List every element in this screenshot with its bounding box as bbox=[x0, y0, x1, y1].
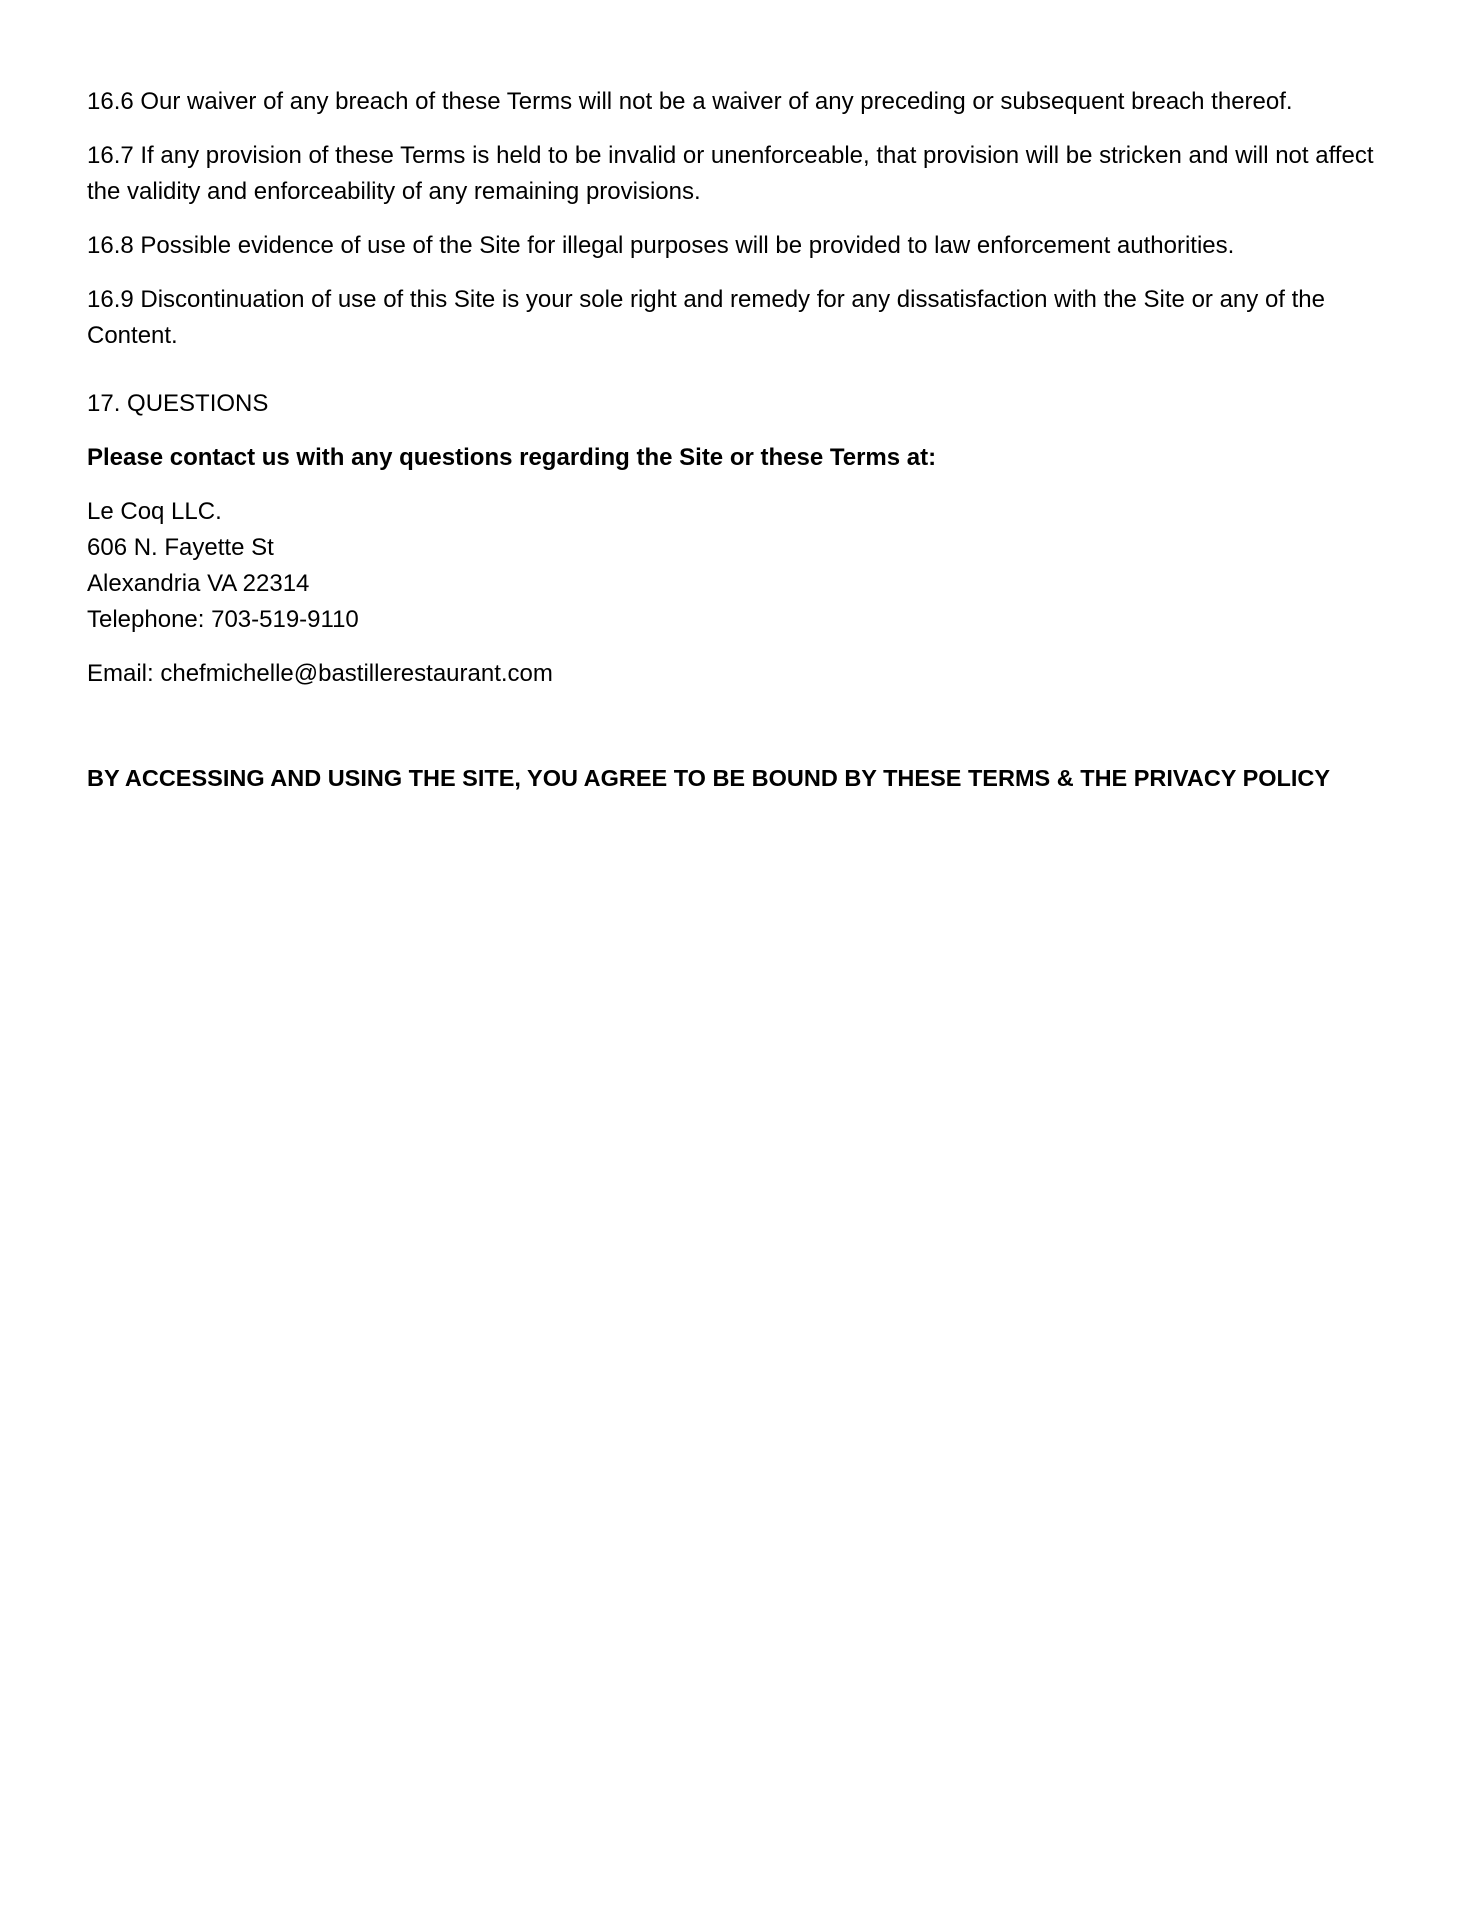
clause-16-6: 16.6 Our waiver of any breach of these Terms will not be a waiver of any preceding or subsequent breach thereof. bbox=[87, 88, 1293, 115]
address-telephone: Telephone: 703-519-9110 bbox=[87, 606, 359, 633]
contact-email: Email: chefmichelle@bastillerestaurant.com bbox=[87, 660, 553, 687]
clause-16-7: 16.7 If any provision of these Terms is held to be invalid or unenforceable, that provision will be stricken and will not affect the validity and enforceability of any remaining provisions. bbox=[87, 142, 1374, 205]
contact-intro: Please contact us with any questions regarding the Site or these Terms at: bbox=[87, 444, 937, 471]
address-street: 606 N. Fayette St bbox=[87, 534, 274, 561]
address-company: Le Coq LLC. bbox=[87, 498, 222, 525]
closing-statement: BY ACCESSING AND USING THE SITE, YOU AGREE TO BE BOUND BY THESE TERMS & THE PRIVACY POLICY bbox=[87, 765, 1331, 791]
clause-16-9: 16.9 Discontinuation of use of this Site is your sole right and remedy for any dissatisfaction with the Site or any of the Content. bbox=[87, 286, 1325, 349]
clause-16-8: 16.8 Possible evidence of use of the Site for illegal purposes will be provided to law enforcement authorities. bbox=[87, 232, 1235, 259]
section-17-heading: 17. QUESTIONS bbox=[87, 390, 269, 417]
address-city: Alexandria VA 22314 bbox=[87, 570, 310, 597]
document-body bbox=[87, 84, 1407, 820]
contact-address bbox=[87, 494, 1407, 638]
